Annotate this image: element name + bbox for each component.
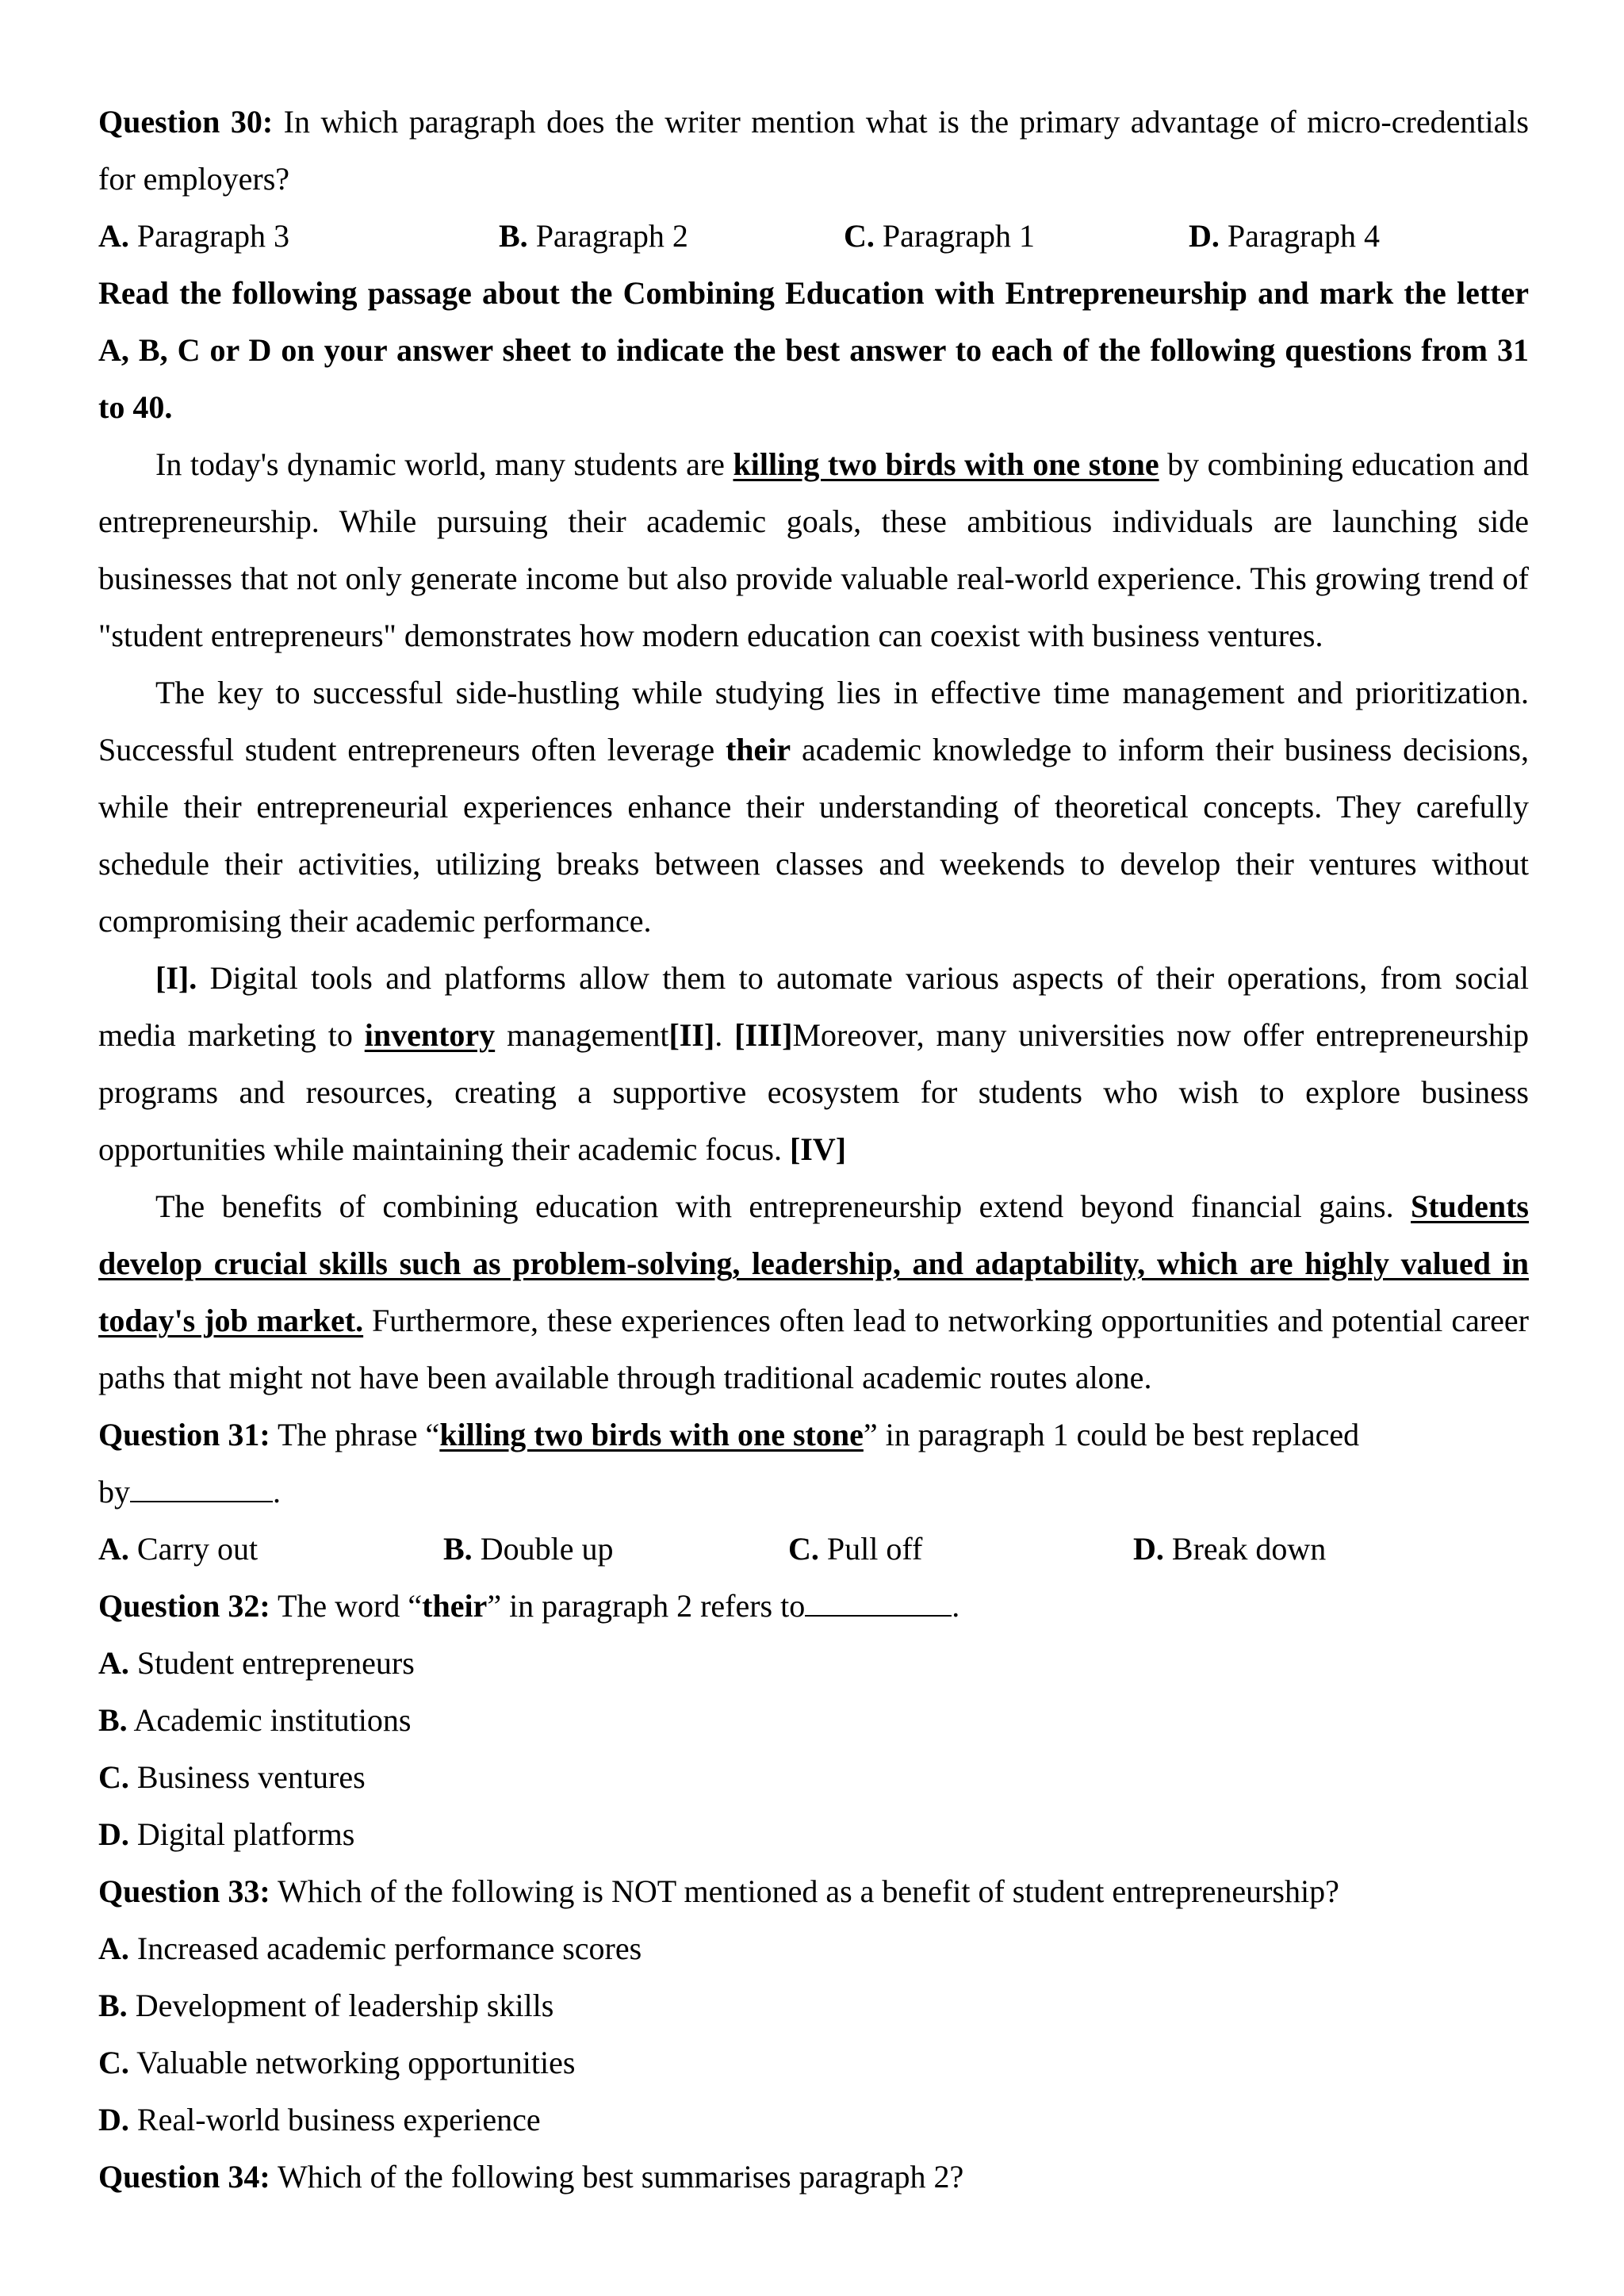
passage-paragraph-1: In today's dynamic world, many students are killing two birds with one stone by combining education and entrepreneurship. While pursuing their academic goals, these ambitious individuals are launching side businesses that not only generate income but also provide valuable real-world experience. This growing trend of "student entrepreneurs" demonstrates how modern education can coexist with business ventures. [98,446,1530,653]
question-30-options [98,208,1529,265]
question-31-continuation: by . [98,1464,1529,1521]
option-c[interactable]: C. Valuable networking opportunities [98,2045,576,2080]
option-b[interactable]: B. Paragraph 2 [499,218,688,254]
question-31: Question 31: The phrase “killing two birds with one stone” in paragraph 1 could be best replaced [98,1417,1360,1452]
idiom-highlight: killing two birds with one stone [733,446,1159,482]
question-31-options [98,1521,1529,1578]
insert-marker-1: [I]. [155,960,197,996]
insert-marker-4: [IV] [789,1131,847,1167]
question-label: Question 32: [98,1588,270,1624]
question-label: Question 34: [98,2159,270,2195]
answer-blank [805,1583,952,1617]
option-a[interactable]: A. Paragraph 3 [98,218,290,254]
question-text: In which paragraph does the writer mention what is the primary advantage of micro-credentials for employers? [98,104,1529,197]
option-a[interactable]: A. Carry out [98,1531,259,1567]
option-d[interactable]: D. Break down [1133,1531,1327,1567]
question-label: Question 33: [98,1873,270,1909]
option-b[interactable]: B. Double up [443,1531,614,1567]
insert-marker-2: [II] [668,1017,715,1053]
insert-marker-3: [III] [734,1017,793,1053]
reference-word: their [725,732,791,767]
option-c[interactable]: C. Business ventures [98,1759,366,1795]
option-d[interactable]: D. Real-world business experience [98,2102,541,2137]
option-c[interactable]: C. Paragraph 1 [844,218,1036,254]
passage-paragraph-3: [I]. Digital tools and platforms allow them to automate various aspects of their operations, from social media marketing to inventory management[II]. [III]Moreover, many universities now offer entrepreneurship programs and resources, creating a supportive ecosystem for students who wish to explore business opportunities while maintaining their academic focus. [IV] [98,960,1530,1167]
question-34: Question 34: Which of the following best summarises paragraph 2? [98,2159,964,2195]
highlighted-sentence: Students develop crucial skills such as problem-solving, leadership, and adaptability, which are highly valued in today's job market. [98,1188,1529,1338]
reference-word: their [422,1588,488,1624]
passage-paragraph-4: The benefits of combining education with entrepreneurship extend beyond financial gains. Students develop crucial skills such as problem-solving, leadership, and adaptability, which are highly valued in today's job market. Furthermore, these experiences often lead to networking opportunities and potential career paths that might not have been available through traditional academic routes alone. [98,1188,1529,1395]
passage-paragraph-2: The key to successful side-hustling while studying lies in effective time management and prioritization. Successful student entrepreneurs often leverage their academic knowledge to inform their business decisions, while their entrepreneurial experiences enhance their understanding of theoretical concepts. They carefully schedule their activities, utilizing breaks between classes and weekends to develop their ventures without compromising their academic performance. [98,675,1530,939]
question-30 [98,94,1529,208]
answer-blank [130,1469,273,1502]
option-b[interactable]: B. Academic institutions [98,1702,412,1738]
option-a[interactable]: A. Increased academic performance scores [98,1931,642,1966]
option-c[interactable]: C. Pull off [788,1531,923,1567]
option-d[interactable]: D. Paragraph 4 [1189,218,1381,254]
reading-instruction: Read the following passage about the Combining Education with Entrepreneurship and mark the letter A, B, C or D on your answer sheet to indicate the best answer to each of the following questions from 31 to 40. [98,275,1529,425]
question-label: Question 31: [98,1417,270,1452]
question-32: Question 32: The word “their” in paragraph 2 refers to . [98,1578,1529,1635]
option-d[interactable]: D. Digital platforms [98,1816,355,1852]
idiom-highlight: killing two birds with one stone [439,1417,864,1452]
question-33: Question 33: Which of the following is NOT mentioned as a benefit of student entrepreneurship? [98,1873,1339,1909]
option-a[interactable]: A. Student entrepreneurs [98,1645,415,1681]
option-b[interactable]: B. Development of leadership skills [98,1988,554,2023]
vocabulary-word: inventory [364,1017,496,1053]
question-label: Question 30: [98,104,274,140]
